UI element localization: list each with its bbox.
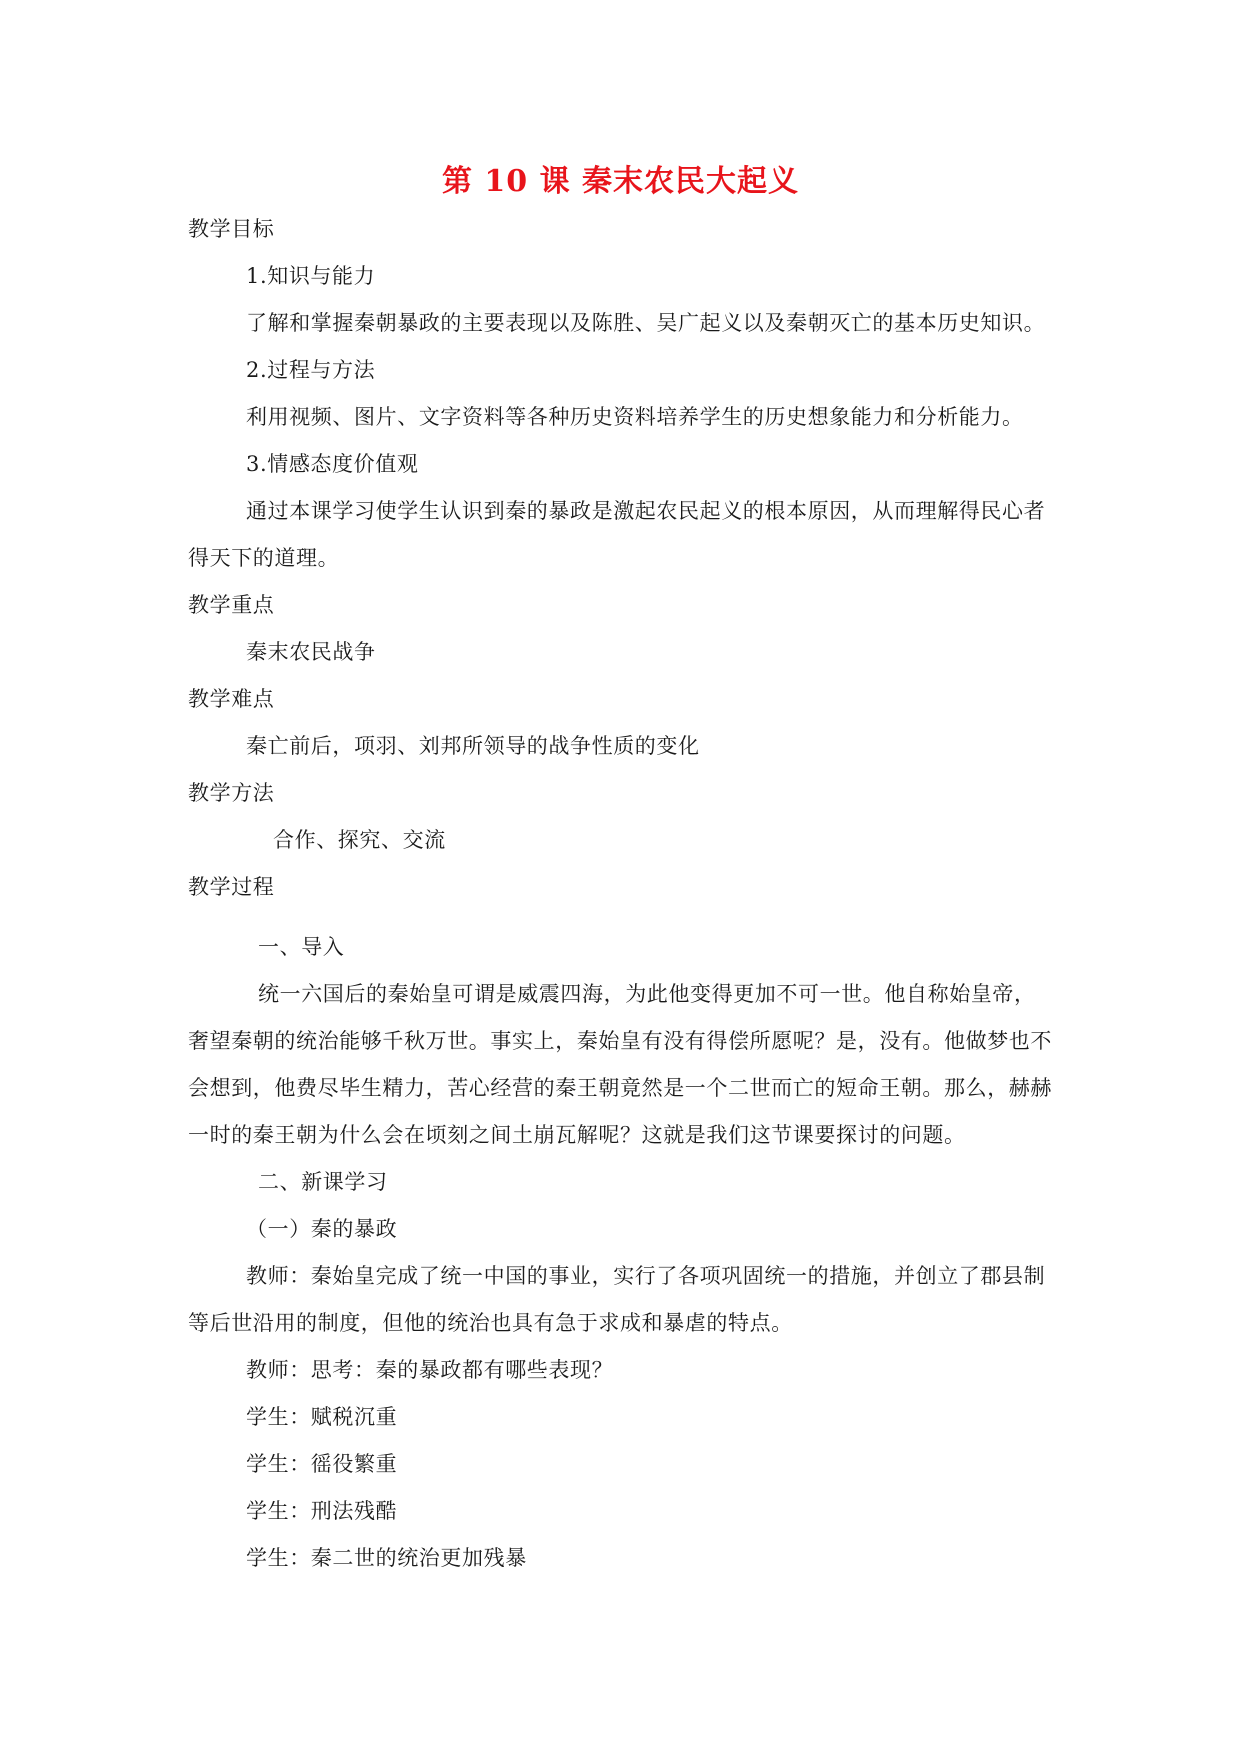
student-answer: 学生：秦二世的统治更加残暴 [246, 1546, 527, 1570]
paragraph-teacher-line: 教师：秦始皇完成了统一中国的事业，实行了各项巩固统一的措施，并创立了郡县制 [246, 1264, 1046, 1288]
subheading-qin-tyranny: （一）秦的暴政 [246, 1217, 398, 1241]
paragraph-intro-line: 统一六国后的秦始皇可谓是威震四海，为此他变得更加不可一世。他自称始皇帝， [258, 982, 1036, 1006]
paragraph-intro-line: 会想到，他费尽毕生精力，苦心经营的秦王朝竟然是一个二世而亡的短命王朝。那么，赫赫 [188, 1076, 1052, 1100]
paragraph-intro-line: 奢望秦朝的统治能够千秋万世。事实上，秦始皇有没有得偿所愿呢？是，没有。他做梦也不 [188, 1029, 1052, 1053]
subheading-values: 3.情感态度价值观 [246, 452, 419, 476]
paragraph-difficulties: 秦亡前后，项羽、刘邦所领导的战争性质的变化 [246, 734, 700, 758]
heading-difficulties: 教学难点 [188, 687, 275, 711]
paragraph-teacher-line: 等后世沿用的制度，但他的统治也具有急于求成和暴虐的特点。 [188, 1311, 793, 1335]
lesson-title: 第 10 课 秦末农民大起义 [441, 164, 800, 199]
heading-teaching-goals: 教学目标 [188, 217, 275, 241]
heading-teaching-process: 教学过程 [188, 875, 275, 899]
student-answer: 学生：赋税沉重 [246, 1405, 398, 1429]
subheading-knowledge: 1.知识与能力 [246, 264, 376, 288]
paragraph-knowledge: 了解和掌握秦朝暴政的主要表现以及陈胜、吴广起义以及秦朝灭亡的基本历史知识。 [246, 311, 1046, 335]
paragraph-methods: 合作、探究、交流 [273, 828, 446, 852]
subheading-introduction: 一、导入 [258, 935, 345, 959]
paragraph-process: 利用视频、图片、文字资料等各种历史资料培养学生的历史想象能力和分析能力。 [246, 405, 1024, 429]
heading-methods: 教学方法 [188, 781, 275, 805]
paragraph-intro-line: 一时的秦王朝为什么会在顷刻之间土崩瓦解呢？这就是我们这节课要探讨的问题。 [188, 1123, 966, 1147]
subheading-new-lesson: 二、新课学习 [258, 1170, 388, 1194]
heading-key-points: 教学重点 [188, 593, 275, 617]
student-answer: 学生：徭役繁重 [246, 1452, 398, 1476]
paragraph-key-points: 秦末农民战争 [246, 640, 376, 664]
paragraph-values-line: 得天下的道理。 [188, 546, 340, 570]
paragraph-values-line: 通过本课学习使学生认识到秦的暴政是激起农民起义的根本原因，从而理解得民心者 [246, 499, 1046, 523]
teacher-question: 教师：思考：秦的暴政都有哪些表现？ [246, 1358, 614, 1382]
student-answer: 学生：刑法残酷 [246, 1499, 398, 1523]
subheading-process: 2.过程与方法 [246, 358, 376, 382]
